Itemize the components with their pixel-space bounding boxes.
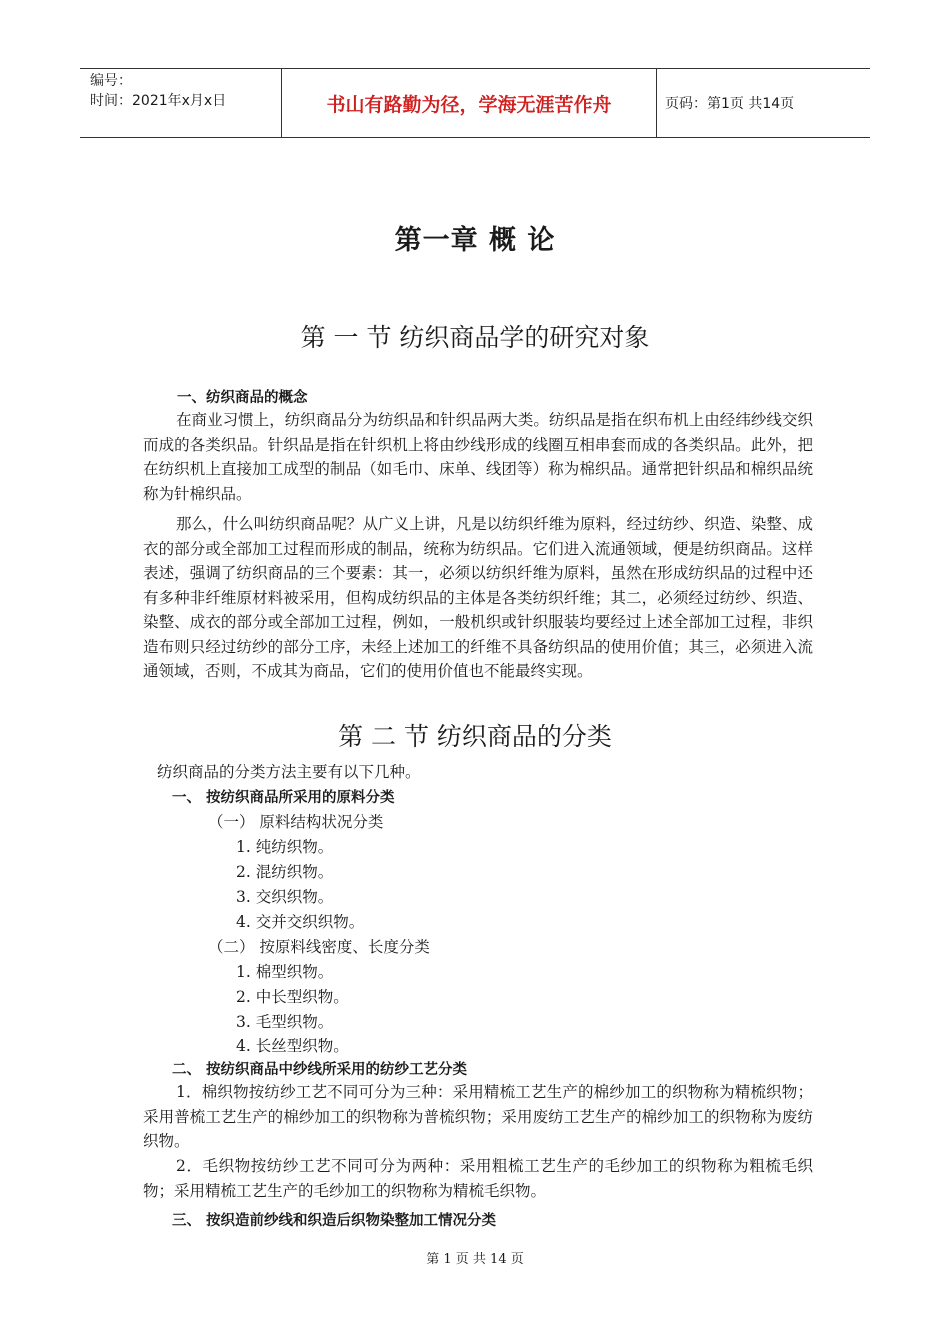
list-item: 1. 棉型织物。 (236, 963, 334, 981)
section2-heading2: 二、 按纺织商品中纱线所采用的纺纱工艺分类 (172, 1062, 468, 1078)
paragraph-wool: 2．毛织物按纺纱工艺不同可分为两种：采用粗梳工艺生产的毛纱加工的织物称为粗梳毛织物；采用精梳工艺生产的毛纱加工的织物称为精梳毛织物。 (143, 1157, 813, 1200)
document-header (80, 68, 870, 138)
number-label: 编号： (90, 73, 132, 89)
section2-title: 第 二 节 纺织商品的分类 (338, 722, 612, 751)
section1-paragraph1: 在商业习惯上，纺织商品分为纺织品和针织品两大类。纺织品是指在织布机上由经纬纱线交织而成的各类织品。针织品是指在针织机上将由纱线形成的线圈互相串套而成的各类织品。此外，把在纺织机上直接加工成型的制品（如毛巾、床单、线团等）称为棉织品。通常把针织品和棉织品统称为针棉织品。 (143, 411, 813, 503)
section2-intro: 纺织商品的分类方法主要有以下几种。 (157, 763, 421, 781)
chapter-title: 第一章 概 论 (394, 225, 556, 256)
list-item: 3. 交织织物。 (236, 888, 334, 906)
list-item: 3. 毛型织物。 (236, 1013, 334, 1031)
section1-title: 第 一 节 纺织商品学的研究对象 (300, 323, 650, 352)
list-item: 2. 中长型织物。 (236, 988, 349, 1006)
list-item: 1. 纯纺织物。 (236, 838, 334, 856)
paragraph-cotton: 1．棉织物按纺纱工艺不同可分为三种：采用精梳工艺生产的棉纱加工的织物称为精梳织物；采用普梳工艺生产的棉纱加工的织物称为普梳织物；采用废纺工艺生产的棉纱加工的织物称为废纺织物。 (143, 1083, 813, 1150)
header-page-code: 页码：第1页 共14页 (665, 96, 795, 112)
page-footer: 第 1 页 共 14 页 (426, 1252, 524, 1267)
section2-heading3: 三、 按织造前纱线和织造后织物染整加工情况分类 (172, 1213, 497, 1229)
section1-heading1: 一、纺织商品的概念 (177, 390, 308, 406)
subsection-2: （二） 按原料线密度、长度分类 (208, 938, 430, 956)
header-motto: 书山有路勤为径，学海无涯苦作舟 (282, 69, 657, 137)
section1-paragraph2: 那么，什么叫纺织商品呢？从广义上讲，凡是以纺织纤维为原料，经过纺纱、织造、染整、成衣的部分或全部加工过程而形成的制品，统称为纺织品。它们进入流通领域，便是纺织商品。这样表述，强调了纺织商品的三个要素：其一，必须以纺织纤维为原料，虽然在形成纺织品的过程中还有多种非纤维原材料被采用，但构成纺织品的主体是各类纺织纤维；其二，必须经过纺纱、织造、染整、成衣的部分或全部加工过程，例如，一般机织或针织服装均要经过上述全部加工过程，非织造布则只经过纺纱的部分工序，未经上述加工的纤维不具备纺织品的使用价值；其三，必须进入流通领域，否则，不成其为商品，它们的使用价值也不能最终实现。 (143, 515, 813, 680)
header-meta (80, 69, 282, 137)
list-item: 2. 混纺织物。 (236, 863, 334, 881)
list-item: 4. 交并交织织物。 (236, 913, 365, 931)
section2-heading1: 一、 按纺织商品所采用的原料分类 (172, 790, 395, 806)
list-item: 4. 长丝型织物。 (236, 1037, 349, 1055)
subsection-1: （一） 原料结构状况分类 (208, 813, 384, 831)
time-label: 时间：2021年x月x日 (90, 93, 227, 109)
